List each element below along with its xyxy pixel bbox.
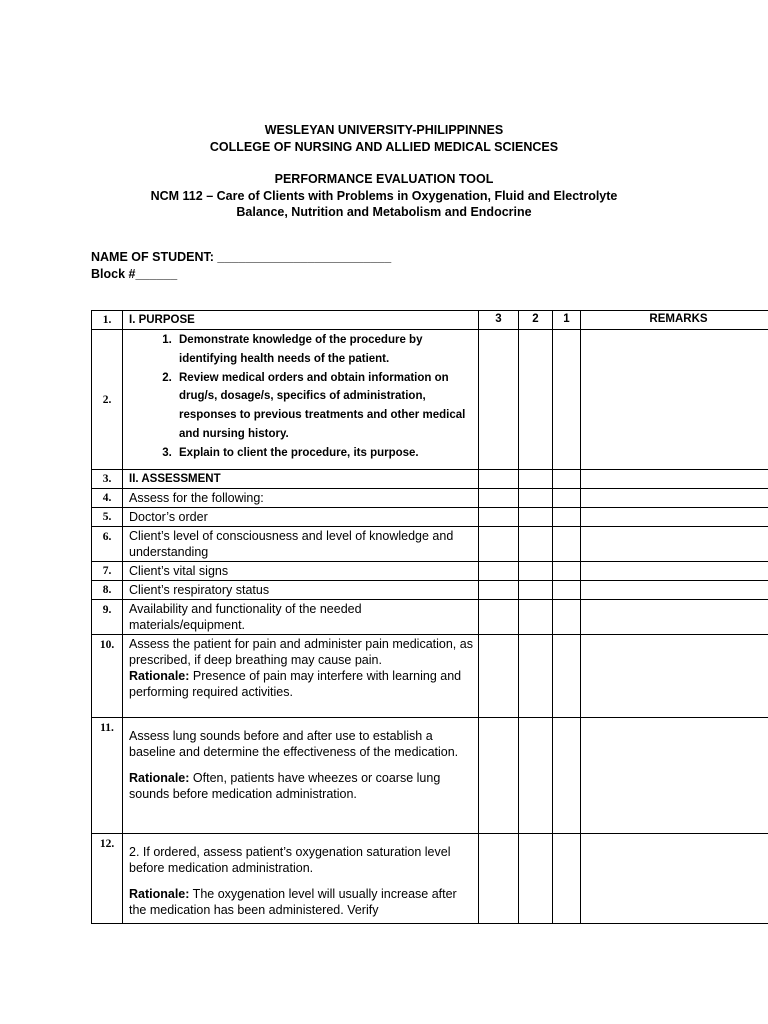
block-number-field[interactable]: Block #______ [91, 266, 178, 281]
rationale-body: The oxygenation level will usually increase after the medication has been administered. Verify [129, 887, 457, 917]
score-cell-1[interactable] [553, 330, 581, 470]
score-cell-2[interactable] [519, 330, 553, 470]
score-cell-2[interactable] [519, 508, 553, 527]
score-cell-2[interactable] [519, 562, 553, 581]
row-number: 8. [92, 581, 123, 600]
score-cell-2[interactable] [519, 635, 553, 718]
table-row [92, 311, 768, 330]
criterion-text: Assess the patient for pain and administer pain medication, as prescribed, if deep breathing may cause pain. [129, 637, 473, 667]
table-row [92, 718, 768, 834]
row-number: 10. [92, 635, 123, 718]
score-cell-3[interactable] [479, 718, 519, 834]
remarks-cell[interactable] [581, 600, 768, 635]
rationale-label: Rationale: [129, 771, 190, 785]
criterion-cell [123, 834, 479, 924]
table-row [92, 834, 768, 924]
row-number: 2. [92, 330, 123, 470]
score-cell-3[interactable] [479, 834, 519, 924]
criterion-cell [123, 635, 479, 718]
score-cell-3[interactable] [479, 635, 519, 718]
criterion-cell [123, 718, 479, 834]
score-cell-1[interactable] [553, 581, 581, 600]
row-number: 6. [92, 527, 123, 562]
score-cell-3[interactable] [479, 489, 519, 508]
remarks-cell[interactable] [581, 527, 768, 562]
row-number: 11. [92, 718, 123, 834]
score-cell-1[interactable] [553, 635, 581, 718]
table-row [92, 562, 768, 581]
score-cell-1[interactable] [553, 562, 581, 581]
score-cell-2[interactable] [519, 527, 553, 562]
table-row [92, 527, 768, 562]
score-cell-2[interactable] [519, 834, 553, 924]
score-cell-3[interactable] [479, 562, 519, 581]
score-cell-1[interactable] [553, 600, 581, 635]
score-cell-2[interactable] [519, 718, 553, 834]
remarks-cell[interactable] [581, 508, 768, 527]
rationale-label: Rationale: [129, 669, 190, 683]
score-header-1: 1 [553, 311, 581, 330]
rationale-text [129, 770, 474, 802]
rationale-body: Often, patients have wheezes or coarse lung sounds before medication administration. [129, 771, 441, 801]
remarks-cell[interactable] [581, 581, 768, 600]
table-row [92, 600, 768, 635]
rationale-text [129, 668, 474, 700]
section-heading-purpose: I. PURPOSE [123, 311, 479, 330]
rationale-body: Presence of pain may interfere with learning and performing required activities. [129, 669, 462, 699]
table-row [92, 508, 768, 527]
purpose-list-cell [123, 330, 479, 470]
table-row [92, 470, 768, 489]
student-name-field[interactable]: NAME OF STUDENT: _________________________ [91, 250, 392, 264]
rationale-label: Rationale: [129, 887, 190, 901]
score-cell-1[interactable] [553, 834, 581, 924]
criterion-text: 2. If ordered, assess patient’s oxygenation saturation level before medication administration. [129, 845, 451, 875]
row-number: 9. [92, 600, 123, 635]
score-cell-3[interactable] [479, 330, 519, 470]
score-cell-3[interactable] [479, 600, 519, 635]
score-cell-2[interactable] [519, 470, 553, 489]
remarks-cell[interactable] [581, 489, 768, 508]
score-header-2: 2 [519, 311, 553, 330]
row-number: 3. [92, 470, 123, 489]
remarks-header: REMARKS [581, 311, 768, 330]
course-title-line2: Balance, Nutrition and Metabolism and Endocrine [236, 205, 532, 219]
purpose-item: 3. Explain to client the procedure, its purpose. [175, 444, 474, 463]
table-row [92, 330, 768, 470]
score-cell-1[interactable] [553, 489, 581, 508]
score-cell-3[interactable] [479, 470, 519, 489]
remarks-cell[interactable] [581, 635, 768, 718]
criterion-text: Client’s level of consciousness and level of knowledge and understanding [123, 527, 479, 562]
remarks-cell[interactable] [581, 834, 768, 924]
course-title-line1: NCM 112 – Care of Clients with Problems in Oxygenation, Fluid and Electrolyte [150, 188, 618, 203]
score-cell-2[interactable] [519, 600, 553, 635]
criterion-text: Client’s vital signs [123, 562, 479, 581]
score-cell-1[interactable] [553, 527, 581, 562]
document-header [0, 122, 768, 221]
score-cell-1[interactable] [553, 718, 581, 834]
row-number: 5. [92, 508, 123, 527]
remarks-cell[interactable] [581, 562, 768, 581]
remarks-cell[interactable] [581, 718, 768, 834]
score-cell-3[interactable] [479, 527, 519, 562]
remarks-cell[interactable] [581, 470, 768, 489]
score-header-3: 3 [479, 311, 519, 330]
score-cell-3[interactable] [479, 508, 519, 527]
criterion-text: Doctor’s order [123, 508, 479, 527]
row-number: 4. [92, 489, 123, 508]
purpose-item: 1. Demonstrate knowledge of the procedure by identifying health needs of the patient. [175, 331, 474, 369]
criterion-text: Assess lung sounds before and after use to establish a baseline and determine the effectiveness of the medication. [129, 729, 459, 759]
remarks-cell[interactable] [581, 330, 768, 470]
score-cell-3[interactable] [479, 581, 519, 600]
row-number: 7. [92, 562, 123, 581]
table-row [92, 635, 768, 718]
criterion-text: Assess for the following: [123, 489, 479, 508]
table-row [92, 581, 768, 600]
score-cell-2[interactable] [519, 489, 553, 508]
criterion-text: Client’s respiratory status [123, 581, 479, 600]
score-cell-1[interactable] [553, 508, 581, 527]
university-name: WESLEYAN UNIVERSITY-PHILIPPINNES [264, 123, 504, 137]
score-cell-1[interactable] [553, 470, 581, 489]
evaluation-table [91, 310, 768, 924]
student-info [91, 249, 391, 282]
criterion-text: Availability and functionality of the needed materials/equipment. [123, 600, 479, 635]
section-heading-assessment: II. ASSESSMENT [123, 470, 479, 489]
college-name: COLLEGE OF NURSING AND ALLIED MEDICAL SCIENCES [209, 139, 559, 154]
table-row [92, 489, 768, 508]
row-number: 12. [92, 834, 123, 924]
tool-title: PERFORMANCE EVALUATION TOOL [274, 172, 494, 186]
purpose-list [129, 331, 474, 463]
purpose-item: 2. Review medical orders and obtain information on drug/s, dosage/s, specifics of administration, responses to previous treatments and other medical and nursing history. [175, 369, 474, 444]
rationale-text [129, 886, 474, 918]
row-number: 1. [92, 311, 123, 330]
score-cell-2[interactable] [519, 581, 553, 600]
